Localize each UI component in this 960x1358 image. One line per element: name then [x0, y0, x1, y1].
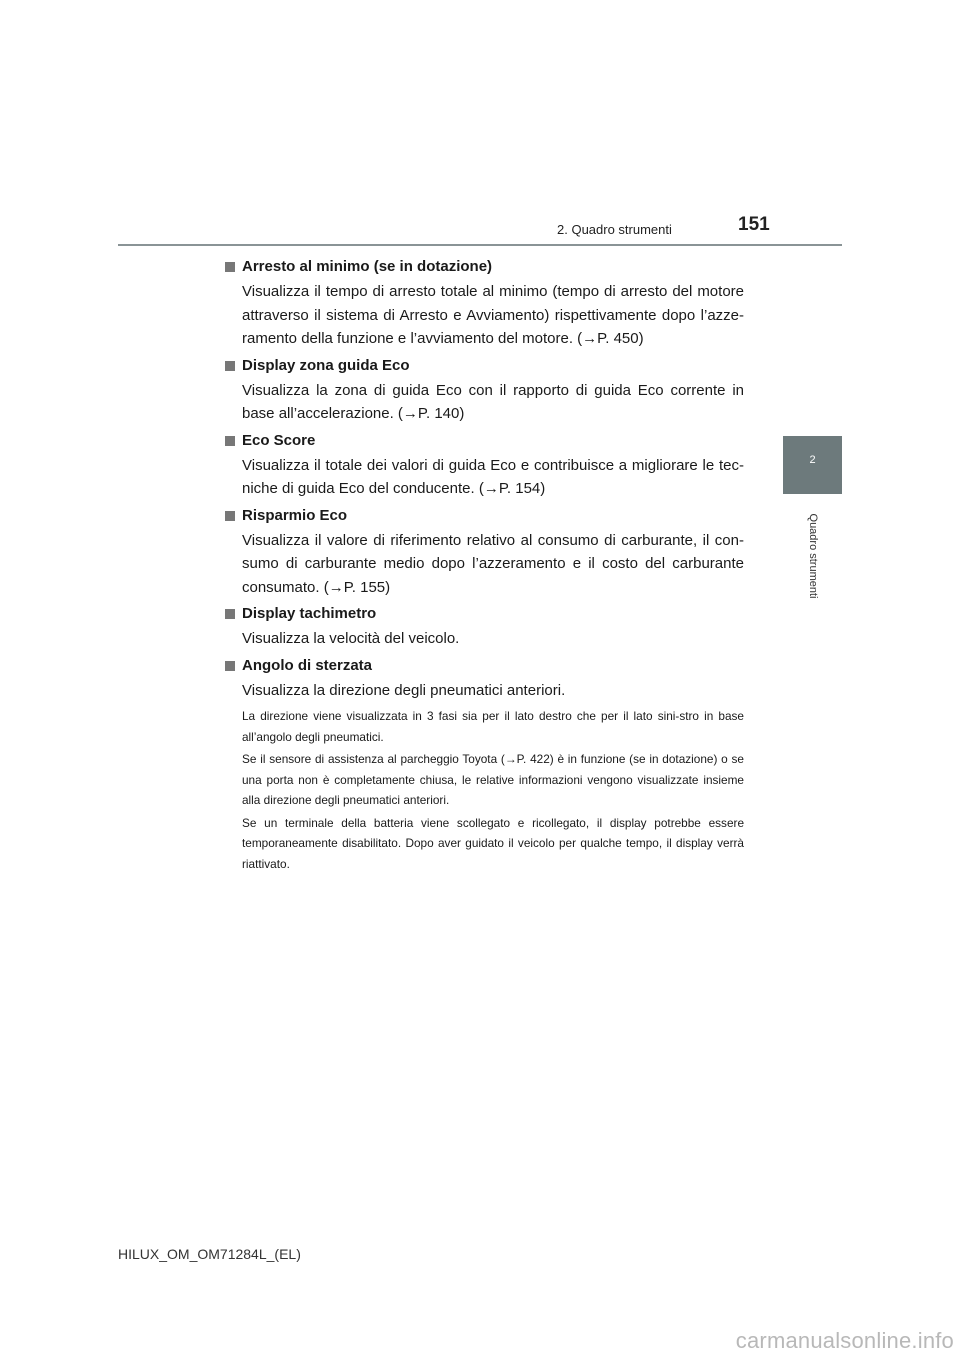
section-speedometer [222, 603, 744, 651]
running-header-section: 2. Quadro strumenti [557, 222, 672, 237]
footer-manual-code: HILUX_OM_OM71284L_(EL) [118, 1246, 301, 1262]
notes [222, 706, 744, 874]
header-divider [118, 244, 842, 246]
section-text: Visualizza la direzione degli pneumatici anteriori. [242, 681, 566, 699]
chapter-number: 2 [809, 454, 816, 466]
page-number: 151 [738, 214, 770, 235]
square-bullet-icon [225, 436, 235, 446]
section-eco-savings [222, 505, 744, 600]
note-item: Se il sensore di assistenza al parcheggio Toyota (→P. 422) è in funzione (se in dotazione) o se una porta non è completamente chiusa, le relative informazioni vengono visualizzate insieme alla direzione degli pneumatici anteriori. [242, 752, 744, 807]
section-heading: Risparmio Eco [222, 505, 744, 527]
chapter-tab [783, 436, 842, 494]
section-heading: Eco Score [222, 430, 744, 452]
section-text: Visualizza il tempo di arresto totale al minimo (tempo di arresto del motore attraverso il sistema di Arresto e Avviamento) rispettivamente dopo l’azze-ramento della funzione e l’avviamento del motore. (→P. 450) [242, 283, 744, 347]
chapter-label [783, 494, 842, 626]
chapter-label-text: Quadro strumenti [806, 513, 819, 599]
section-steering-angle [222, 655, 744, 875]
section-text: Visualizza la velocità del veicolo. [242, 630, 460, 647]
square-bullet-icon [225, 262, 235, 272]
square-bullet-icon [225, 511, 235, 521]
section-heading: Display zona guida Eco [222, 355, 744, 377]
section-text: Visualizza il valore di riferimento relativo al consumo di carburante, il con-sumo di carburante medio dopo l’azzeramento e il costo del carburante consumato. (→P. 155) [242, 531, 744, 596]
section-heading: Angolo di sterzata [222, 655, 744, 677]
section-text: Visualizza la zona di guida Eco con il rapporto di guida Eco corrente in base all’accelerazione. (→P. 140) [242, 381, 744, 422]
note-item: Se un terminale della batteria viene scollegato e ricollegato, il display potrebbe essere temporaneamente disabilitato. Dopo aver guidato il veicolo per qualche tempo, il display verrà riattivato. [242, 815, 744, 871]
section-eco-zone [222, 355, 744, 426]
section-eco-score [222, 430, 744, 501]
page-content [222, 256, 744, 876]
square-bullet-icon [225, 361, 235, 371]
section-idle-stop [222, 256, 744, 351]
section-heading: Display tachimetro [222, 603, 744, 625]
section-text: Visualizza il totale dei valori di guida Eco e contribuisce a migliorare le tec-niche di guida Eco del conducente. (→P. 154) [242, 456, 744, 497]
square-bullet-icon [225, 609, 235, 619]
square-bullet-icon [225, 661, 235, 671]
section-heading: Arresto al minimo (se in dotazione) [222, 256, 744, 278]
watermark: carmanualsonline.info [735, 1328, 954, 1353]
note-item: La direzione viene visualizzata in 3 fasi sia per il lato destro che per il lato sini-stro in base all’angolo degli pneumatici. [242, 709, 744, 744]
